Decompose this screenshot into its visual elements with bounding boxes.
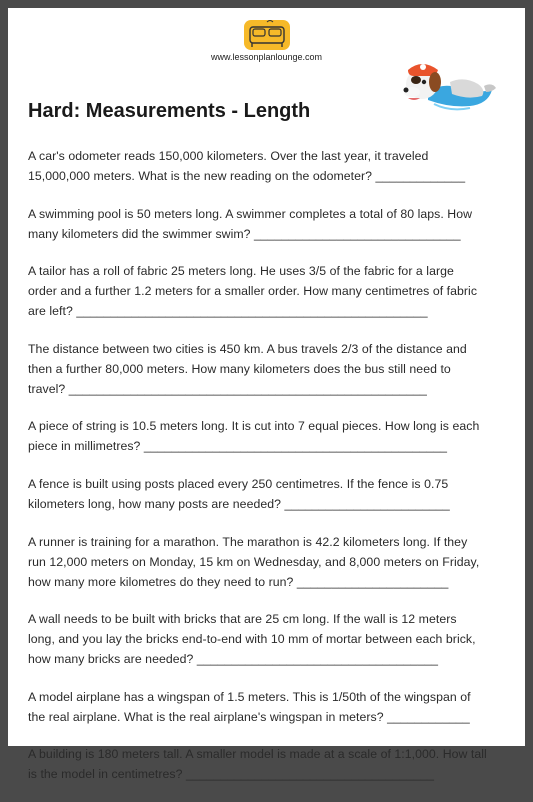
- question-text-line: The distance between two cities is 450 km. A bus travels 2/3 of the distance and: [28, 341, 467, 356]
- swimming-dog-icon: [388, 52, 500, 122]
- question-text-line: A building is 180 meters tall. A smaller model is made at a scale of 1:1,000. How tall: [28, 747, 487, 762]
- question-text-line: A tailor has a roll of fabric 25 meters long. He uses 3/5 of the fabric for a large: [28, 264, 454, 279]
- website-url: www.lessonplanlounge.com: [210, 52, 323, 62]
- question-item: [28, 532, 510, 592]
- question-text-line: are left? ___________________________________________________: [28, 304, 428, 319]
- question-list: [28, 146, 510, 802]
- question-text-line: A wall needs to be built with bricks that are 25 cm long. If the wall is 12 meters: [28, 612, 457, 627]
- question-item: [28, 744, 510, 784]
- question-text-line: A fence is built using posts placed every 250 centimetres. If the fence is 0.75: [28, 476, 449, 491]
- question-text-line: piece in millimetres? ____________________________________________: [28, 439, 448, 454]
- question-text-line: the real airplane. What is the real airplane's wingspan in meters? ____________: [28, 709, 470, 724]
- question-text-line: travel? ____________________________________________________: [28, 381, 427, 396]
- question-item: [28, 339, 510, 399]
- question-text-line: how many more kilometres do they need to run? ______________________: [28, 574, 449, 589]
- question-text-line: then a further 80,000 meters. How many kilometers does the bus still need to: [28, 361, 451, 376]
- question-text-line: A runner is training for a marathon. The marathon is 42.2 kilometers long. If they: [28, 534, 468, 549]
- question-text-line: kilometers long, how many posts are needed? ________________________: [28, 496, 450, 511]
- question-text-line: A car's odometer reads 150,000 kilometers. Over the last year, it traveled: [28, 149, 429, 163]
- question-text-line: many kilometers did the swimmer swim? ______________________________: [28, 226, 461, 241]
- question-text-line: 15,000,000 meters. What is the new reading on the odometer? _____________: [28, 169, 466, 183]
- question-text-line: run 12,000 meters on Monday, 15 km on Wednesday, and 8,000 meters on Friday,: [28, 554, 480, 569]
- question-item: [28, 146, 510, 186]
- question-text-line: A model airplane has a wingspan of 1.5 meters. This is 1/50th of the wingspan of: [28, 689, 471, 704]
- question-item: [28, 609, 510, 669]
- question-text-line: A swimming pool is 50 meters long. A swimmer completes a total of 80 laps. How: [28, 206, 473, 221]
- question-text-line: long, and you lay the bricks end-to-end with 10 mm of mortar between each brick,: [28, 632, 476, 647]
- lounge-sofa-logo-icon: [240, 18, 294, 54]
- worksheet-page: [8, 8, 525, 782]
- worksheet-title: Hard: Measurements - Length: [28, 100, 311, 122]
- question-item: [28, 261, 510, 321]
- question-item: [28, 204, 510, 244]
- question-text-line: how many bricks are needed? ___________________________________: [28, 652, 438, 667]
- question-text-line: order and a further 1.2 meters for a smaller order. How many centimetres of fabric: [28, 284, 478, 299]
- question-item: [28, 474, 510, 514]
- question-text-line: A piece of string is 10.5 meters long. It is cut into 7 equal pieces. How long is each: [28, 419, 480, 434]
- question-item: [28, 687, 510, 727]
- question-text-line: is the model in centimetres? ____________________________________: [28, 767, 434, 782]
- question-item: [28, 416, 510, 456]
